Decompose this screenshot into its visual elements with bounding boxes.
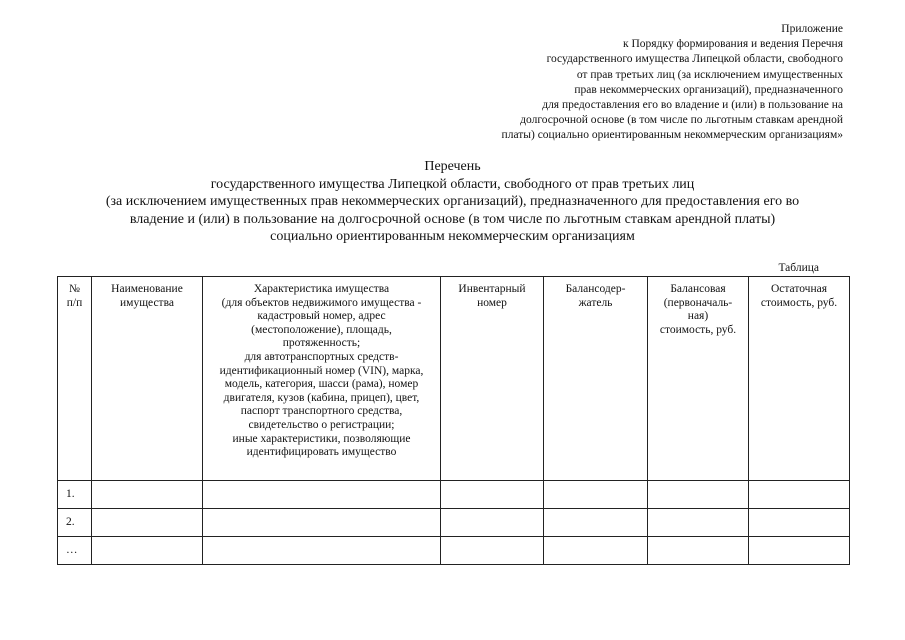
header-line: паспорт транспортного средства, [240,405,403,418]
table-cell [92,537,203,565]
header-line: двигателя, кузов (кабина, прицеп), цвет, [223,391,420,404]
table-cell [749,509,850,537]
header-line: № [69,283,80,295]
header-line: жатель [578,296,613,309]
header-line: протяженность; [282,337,361,350]
table-cell [441,537,544,565]
appendix-note [403,22,843,144]
table-row [58,509,850,537]
property-table [57,276,850,565]
header-line: Характеристика имущества [253,283,390,295]
header-residual-value [749,277,850,481]
appendix-line: для предоставления его во владение и (или) в пользование на [542,99,843,112]
table-row [58,537,850,565]
header-line: модель, категория, шасси (рама), номер [224,378,419,391]
table-cell [544,481,648,509]
appendix-line: прав некоммерческих организаций), предназначенного [574,83,843,96]
title-line: социально ориентированным некоммерческим организациям [270,229,635,244]
table-caption: Таблица [778,262,819,274]
title-line: (за исключением имущественных прав некоммерческих организаций), предназначенного для предоставления его во [105,194,800,209]
header-characteristics [203,277,441,481]
header-line: (местоположение), площадь, [251,323,392,336]
header-line: (для объектов недвижимого имущества - [221,296,422,309]
appendix-line: долгосрочной основе (в том числе по льготным ставкам арендной [520,114,843,127]
appendix-line: от прав третьих лиц (за исключением имущественных [576,68,843,81]
header-inventory-number [441,277,544,481]
row-number-cell: 1. [58,481,92,509]
header-line: п/п [66,296,83,309]
header-line: стоимость, руб. [659,323,737,336]
table-cell [203,537,441,565]
title-line: владение и (или) в пользование на долгосрочной основе (в том числе по льготным ставкам арендной платы) [129,211,776,227]
row-number-cell: 2. [58,509,92,537]
table-cell [92,481,203,509]
appendix-line: государственного имущества Липецкой области, свободного [546,53,843,66]
header-line: Балансодер- [565,283,626,295]
table-cell [544,537,648,565]
header-line: иные характеристики, позволяющие [232,432,411,445]
header-line: Балансовая [670,283,726,295]
table-cell [441,509,544,537]
header-line: ная) [687,310,709,323]
header-line: Остаточная [770,283,828,295]
row-number-cell: … [58,537,92,565]
header-line: номер [477,296,507,309]
header-name [92,277,203,481]
appendix-line: к Порядку формирования и ведения Перечня [623,38,843,51]
header-line: для автотранспортных средств- [244,350,399,363]
appendix-line: Приложение [781,23,843,35]
table-cell [441,481,544,509]
header-line: кадастровый номер, адрес [257,310,386,323]
table-cell [92,509,203,537]
document-title [0,158,905,246]
table-header-row [58,277,850,481]
title-line: Перечень [424,159,481,174]
table-cell [648,537,749,565]
table-cell [648,509,749,537]
header-line: (первоначаль- [663,296,733,309]
table-row [58,481,850,509]
table-cell [203,481,441,509]
header-number [58,277,92,481]
header-line: стоимость, руб. [760,296,838,309]
header-book-value [648,277,749,481]
table-cell [749,537,850,565]
table-cell [544,509,648,537]
table-cell [648,481,749,509]
header-line: Наименование [111,283,183,295]
table-body [58,481,850,565]
appendix-line: платы) социально ориентированным некоммерческим организациям» [501,129,843,142]
table-cell [749,481,850,509]
header-balance-holder [544,277,648,481]
header-line: идентификационный номер (VIN), марка, [219,364,424,377]
header-line: имущества [120,296,174,309]
title-line: государственного имущества Липецкой области, свободного от прав третьих лиц [210,176,695,192]
header-line: свидетельство о регистрации; [248,418,395,431]
header-line: идентифицировать имущество [246,446,397,459]
header-line: Инвентарный [458,283,526,295]
table-cell [203,509,441,537]
